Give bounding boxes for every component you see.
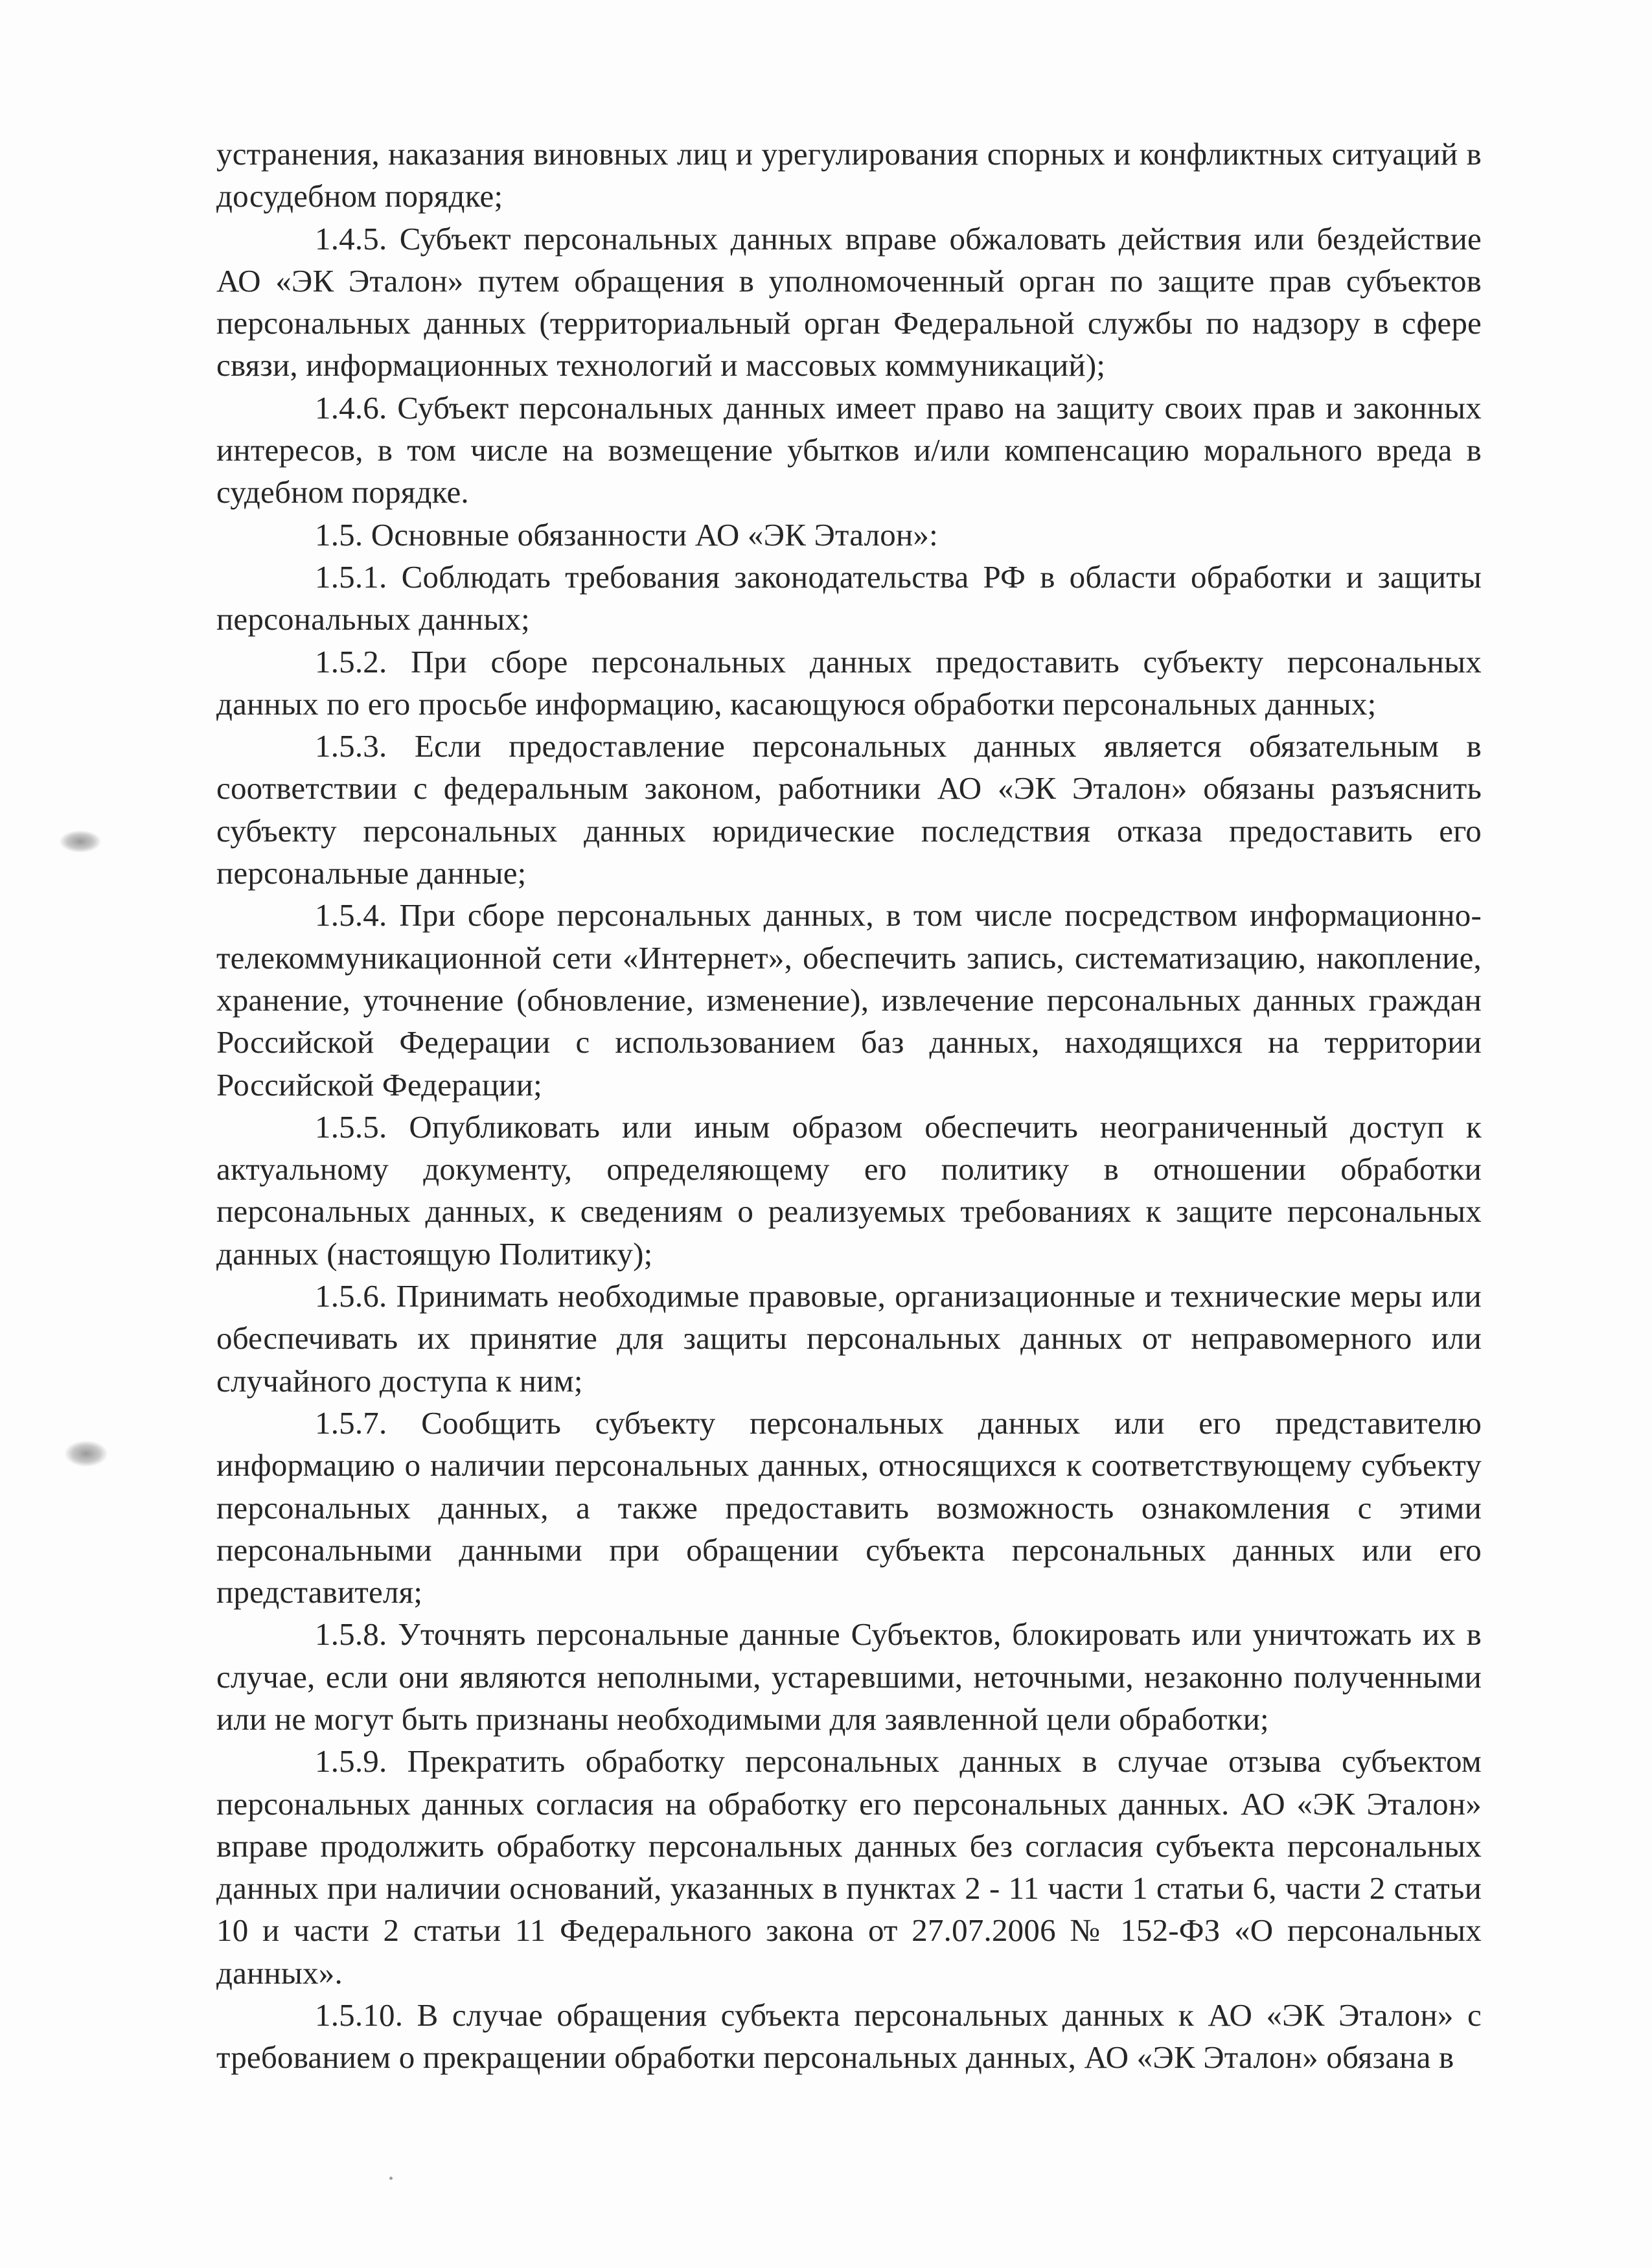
paragraph-1-5-8: 1.5.8. Уточнять персональные данные Субъектов, блокировать или уничтожать их в случае, если они являются неполными, устаревшими, неточными, незаконно полученными или не могут быть признаны необходимыми для заявленной цели обработки; [216,1616,1482,1737]
paragraph-1-5-heading: 1.5. Основные обязанности АО «ЭК Эталон»: [315,516,938,553]
paragraph-1-4-6: 1.4.6. Субъект персональных данных имеет право на защиту своих прав и законных интересов, в том числе на возмещение убытков и/или компенсацию морального вреда в судебном порядке. [216,389,1482,510]
paragraph-1-5-2: 1.5.2. При сборе персональных данных предоставить субъекту персональных данных по его просьбе информацию, касающуюся обработки персональных данных; [216,643,1482,722]
paragraph-1-5-6: 1.5.6. Принимать необходимые правовые, организационные и технические меры или обеспечивать их принятие для защиты персональных данных от неправомерного или случайного доступа к ним; [216,1278,1482,1399]
punch-hole-mark [60,830,101,853]
document-body [216,133,1482,2079]
paragraph-continuation: устранения, наказания виновных лиц и урегулирования спорных и конфликтных ситуаций в досудебном порядке; [216,136,1482,214]
paragraph-1-4-5: 1.4.5. Субъект персональных данных вправе обжаловать действия или бездействие АО «ЭК Эталон» путем обращения в уполномоченный орган по защите прав субъектов персональных данных (территориальный орган Федеральной службы по надзору в сфере связи, информационных технологий и массовых коммуникаций); [216,220,1482,384]
punch-hole-mark [65,1441,108,1467]
paragraph-1-5-7: 1.5.7. Сообщить субъекту персональных данных или его представителю информацию о наличии персональных данных, относящихся к соответствующему субъекту персональных данных, а также предоставить возможность ознакомления с этими персональными данными при обращении субъекта персональных данных или его представителя; [216,1404,1482,1610]
scan-speck [389,2177,393,2180]
paragraph-1-5-3: 1.5.3. Если предоставление персональных данных является обязательным в соответствии с федеральным законом, работники АО «ЭК Эталон» обязаны разъяснить субъекту персональных данных юридические последствия отказа предоставить его персональные данные; [216,728,1482,891]
paragraph-1-5-5: 1.5.5. Опубликовать или иным образом обеспечить неограниченный доступ к актуальному документу, определяющему его политику в отношении обработки персональных данных, к сведениям о реализуемых требованиях к защите персональных данных (настоящую Политику); [216,1108,1482,1272]
paragraph-1-5-10: 1.5.10. В случае обращения субъекта персональных данных к АО «ЭК Эталон» с требованием о прекращении обработки персональных данных, АО «ЭК Эталон» обязана в [216,1997,1482,2076]
paragraph-1-5-9: 1.5.9. Прекратить обработку персональных данных в случае отзыва субъектом персональных данных согласия на обработку его персональных данных. АО «ЭК Эталон» вправе продолжить обработку персональных данных без согласия субъекта персональных данных при наличии оснований, указанных в пунктах 2 - 11 части 1 статьи 6, части 2 статьи 10 и части 2 статьи 11 Федерального закона от 27.07.2006 № 152-ФЗ «О персональных данных». [216,1743,1482,1991]
paragraph-1-5-4: 1.5.4. При сборе персональных данных, в том числе посредством информационно-телекоммуникационной сети «Интернет», обеспечить запись, систематизацию, накопление, хранение, уточнение (обновление, изменение), извлечение персональных данных граждан Российской Федерации с использованием баз данных, находящихся на территории Российской Федерации; [216,897,1482,1103]
paragraph-1-5-1: 1.5.1. Соблюдать требования законодательства РФ в области обработки и защиты персональных данных; [216,558,1482,637]
